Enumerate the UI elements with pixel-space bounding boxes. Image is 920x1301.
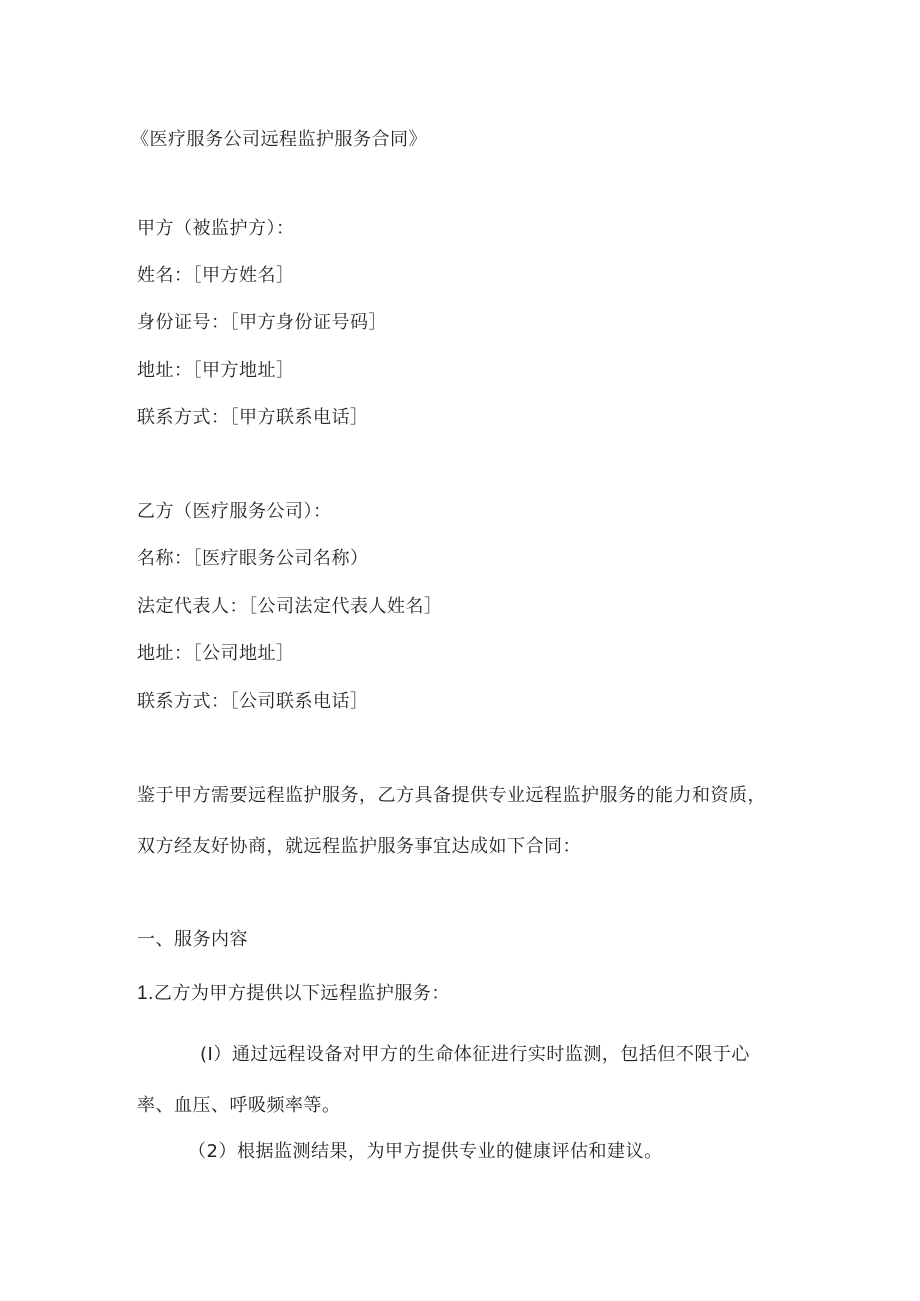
section-1-item-1 (137, 982, 450, 1006)
party-a-heading: 甲方（被监护方）： (137, 218, 295, 239)
preamble-line-1: 鉴于甲方需要远程监护服务，乙方具备提供专业远程监护服务的能力和资质， (137, 785, 766, 806)
party-b-legal-rep: 法定代表人：［公司法定代表人姓名］ (137, 596, 443, 617)
party-a-name: 姓名：［甲方姓名］ (137, 265, 295, 286)
party-b-name: 名称：［医疗眼务公司名称） (137, 548, 369, 569)
party-a-address: 地址：［甲方地址］ (137, 360, 295, 381)
party-b-contact: 联系方式：［公司联系电话］ (137, 691, 369, 712)
party-a-contact: 联系方式：［甲方联系电话］ (137, 407, 369, 428)
party-b-address: 地址：［公司地址］ (137, 643, 295, 664)
section-1-item-1-number: 1. (137, 983, 154, 1004)
section-1-heading: 一、服务内容 (137, 929, 248, 950)
party-b-heading: 乙方（医疗服务公司）： (137, 501, 332, 522)
section-1-sub-item-1-line-1: (I）通过远程设备对甲方的生命体征进行实时监测，包括但不限于心 (200, 1044, 750, 1065)
document-title: 《医疗服务公司远程监护服务合同》 (131, 129, 427, 150)
section-1-item-1-text: 乙方为甲方提供以下远程监护服务： (153, 983, 450, 1004)
preamble-line-2: 双方经友好协商，就远程监护服务事宜达成如下合同： (137, 836, 581, 857)
party-a-id-number: 身份证号：［甲方身份证号码］ (137, 312, 387, 333)
section-1-sub-item-2: （2）根据监测结果，为甲方提供专业的健康评估和建议。 (188, 1141, 663, 1162)
section-1-sub-item-1-line-2: 率、血压、呼吸频率等。 (137, 1095, 341, 1116)
